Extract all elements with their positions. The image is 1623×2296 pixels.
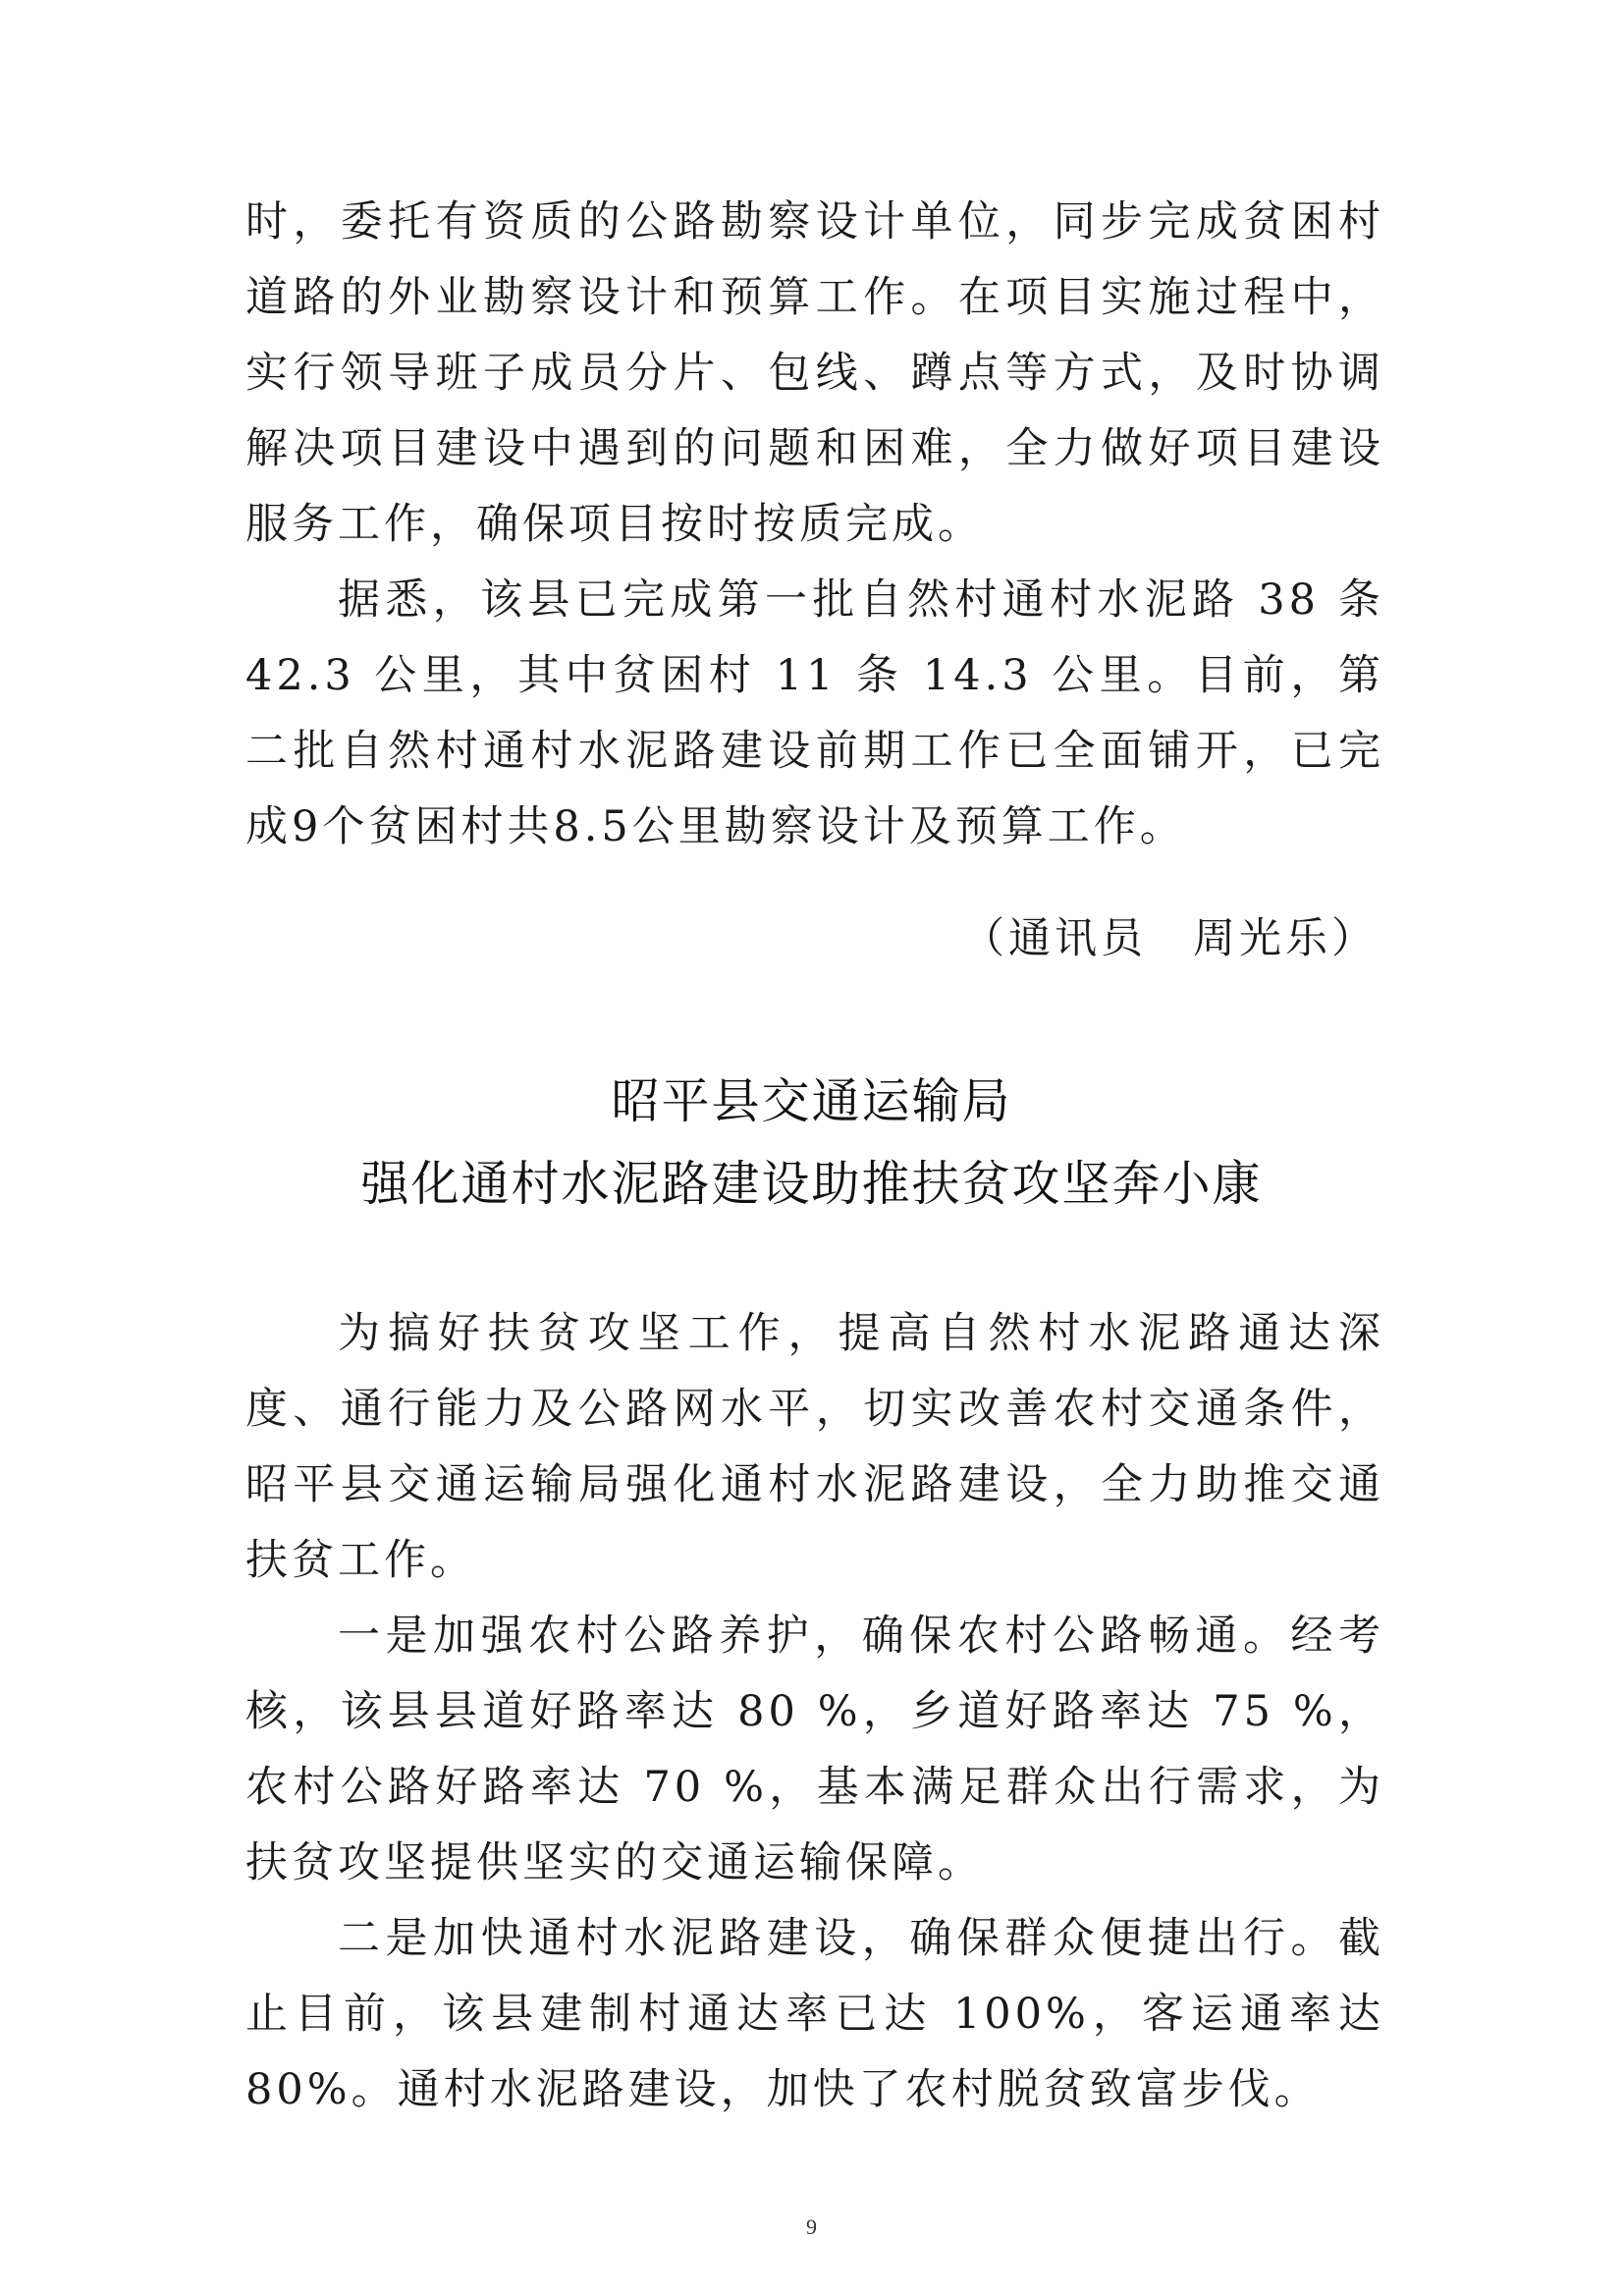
paragraph-summary: 据悉，该县已完成第一批自然村通村水泥路 38 条 42.3 公里，其中贫困村 11 条 14.3 公里。目前，第二批自然村通村水泥路建设前期工作已全面铺开，已完成9个贫困村共8.5公里勘察设计及预算工作。 [245, 575, 1384, 851]
paragraph-point-two: 二是加快通村水泥路建设，确保群众便捷出行。截止目前，该县建制村通达率已达 100%，客运通率达 80%。通村水泥路建设，加快了农村脱贫致富步伐。 [245, 1914, 1384, 2114]
paragraph-intro: 为搞好扶贫攻坚工作，提高自然村水泥路通达深度、通行能力及公路网水平，切实改善农村交通条件，昭平县交通运输局强化通村水泥路建设，全力助推交通扶贫工作。 [245, 1309, 1384, 1585]
paragraph-point-one: 一是加强农村公路养护，确保农村公路畅通。经考核，该县县道好路率达 80 %，乡道好路率达 75 %，农村公路好路率达 70 %，基本满足群众出行需求，为扶贫攻坚提供坚实的交通运输保障。 [245, 1612, 1384, 1887]
paragraph-continued: 时，委托有资质的公路勘察设计单位，同步完成贫困村道路的外业勘察设计和预算工作。在项目实施过程中，实行领导班子成员分片、包线、蹲点等方式，及时协调解决项目建设中遇到的问题和困难，全力做好项目建设服务工作，确保项目按时按质完成。 [245, 197, 1384, 549]
article-body [245, 1296, 1384, 2128]
continued-article-text [245, 185, 1384, 865]
page-number: 9 [806, 2214, 817, 2239]
article-title-line-1: 昭平县交通运输局 [611, 1073, 1012, 1129]
article-title-line-2: 强化通村水泥路建设助推扶贫攻坚奔小康 [360, 1156, 1263, 1212]
author-signature: （通讯员 周光乐） [962, 914, 1378, 963]
